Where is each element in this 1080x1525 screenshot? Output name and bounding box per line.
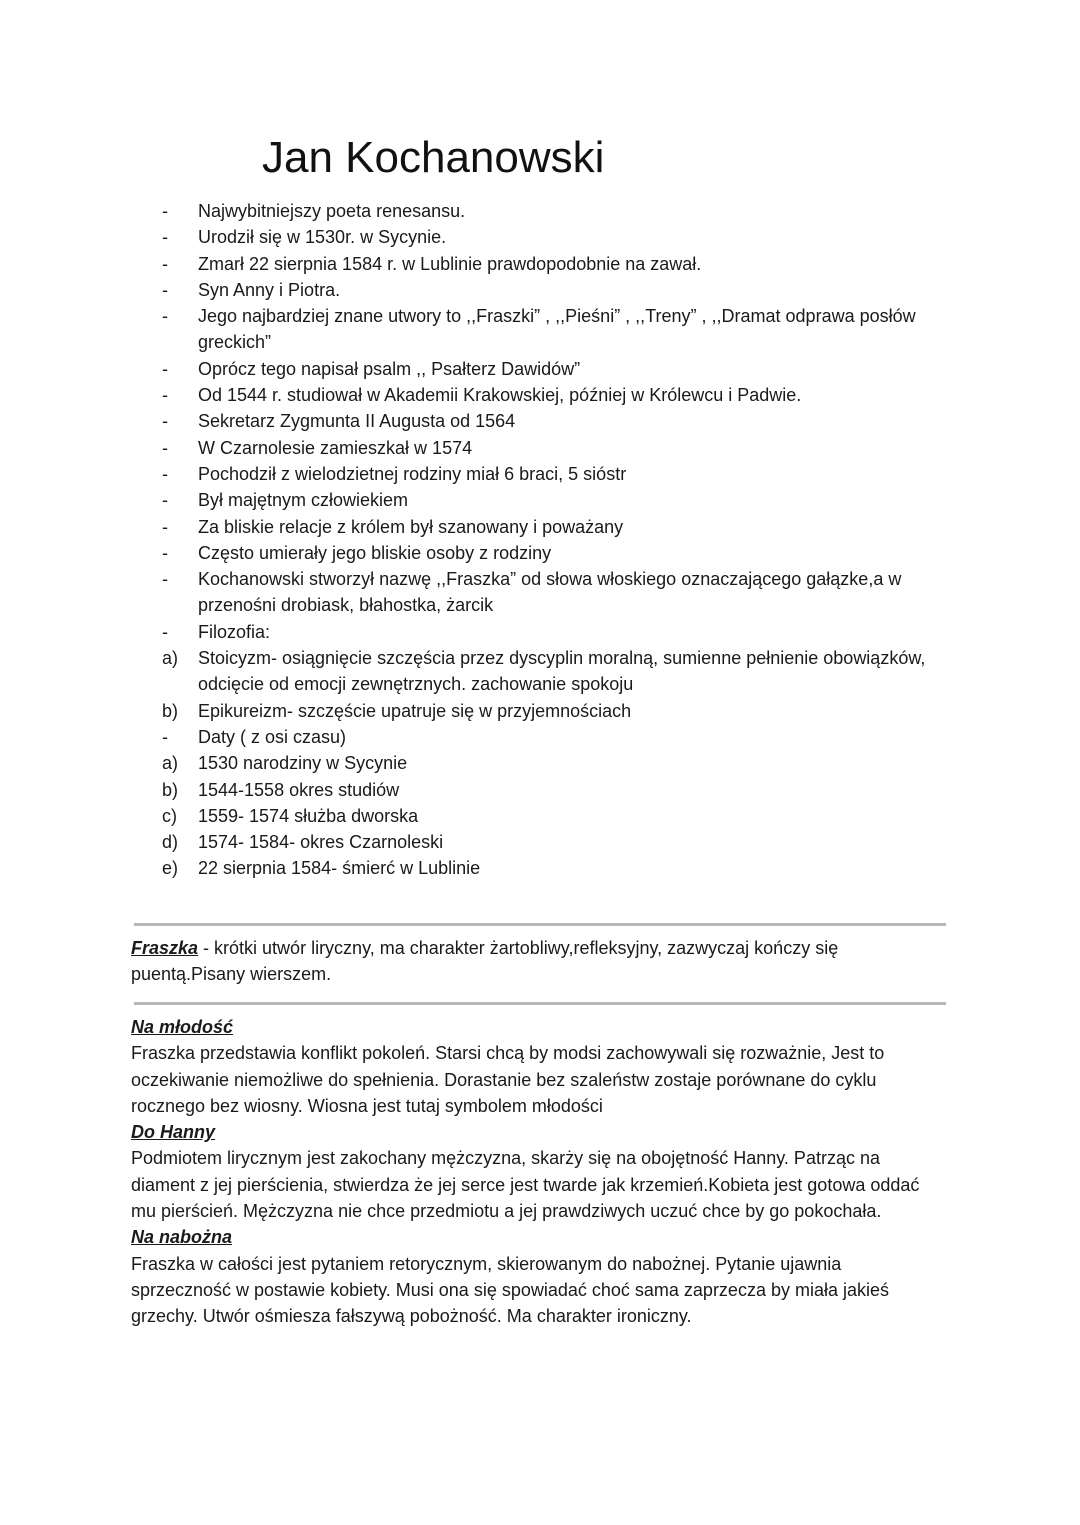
list-item bbox=[160, 435, 950, 461]
list-item bbox=[160, 514, 950, 540]
list-item bbox=[160, 408, 950, 434]
list-marker: b) bbox=[162, 700, 179, 721]
list-item-text: W Czarnolesie zamieszkał w 1574 bbox=[198, 437, 473, 458]
list-marker: - bbox=[162, 490, 168, 511]
list-marker: - bbox=[162, 437, 168, 458]
list-item bbox=[160, 619, 950, 645]
list-marker: b) bbox=[162, 779, 179, 800]
list-item-text: Epikureizm- szczęście upatruje się w przyjemnościach bbox=[198, 700, 632, 721]
list-item bbox=[160, 198, 950, 224]
list-item-text: Syn Anny i Piotra. bbox=[198, 279, 341, 300]
list-marker: a) bbox=[162, 753, 179, 774]
list-item-text: 22 sierpnia 1584- śmierć w Lublinie bbox=[198, 858, 481, 879]
list-item bbox=[160, 803, 950, 829]
list-item-text: 1574- 1584- okres Czarnoleski bbox=[198, 832, 444, 853]
list-marker: c) bbox=[162, 805, 177, 826]
list-item bbox=[160, 251, 950, 277]
poem-title: Do Hanny bbox=[131, 1122, 216, 1143]
list-item-text: Często umierały jego bliskie osoby z rodziny bbox=[198, 542, 552, 563]
list-item-text: Urodził się w 1530r. w Sycynie. bbox=[198, 227, 447, 248]
list-marker: - bbox=[162, 621, 168, 642]
definition-paragraph bbox=[131, 935, 931, 988]
list-item-text: Kochanowski stworzył nazwę ,,Fraszka” od słowa włoskiego oznaczającego gałązke,a w przenośni drobiask, błahostka, żarcik bbox=[198, 569, 902, 616]
list-marker: - bbox=[162, 569, 168, 590]
list-marker: - bbox=[162, 358, 168, 379]
list-marker: a) bbox=[162, 648, 179, 669]
list-item bbox=[160, 540, 950, 566]
horizontal-divider bbox=[134, 1002, 946, 1005]
list-item bbox=[160, 777, 950, 803]
list-item-text: 1559- 1574 służba dworska bbox=[198, 805, 419, 826]
list-marker: d) bbox=[162, 832, 179, 853]
list-item bbox=[160, 382, 950, 408]
list-item-text: Zmarł 22 sierpnia 1584 r. w Lublinie prawdopodobnie na zawał. bbox=[198, 253, 702, 274]
list-item bbox=[160, 855, 950, 881]
list-marker: - bbox=[162, 542, 168, 563]
list-marker: - bbox=[162, 227, 168, 248]
page-title: Jan Kochanowski bbox=[262, 133, 605, 182]
list-item bbox=[160, 461, 950, 487]
list-item-text: Jego najbardziej znane utwory to ,,Fraszki” , ,,Pieśni” , ,,Treny” , ,,Dramat odprawa posłów greckich” bbox=[198, 306, 916, 353]
definition-term: Fraszka bbox=[131, 938, 199, 958]
list-marker: - bbox=[162, 463, 168, 484]
list-item bbox=[160, 487, 950, 513]
list-item-text: Od 1544 r. studiował w Akademii Krakowskiej, później w Królewcu i Padwie. bbox=[198, 385, 802, 406]
list-item-text: Za bliskie relacje z królem był szanowany i poważany bbox=[198, 516, 624, 537]
poem-title: Na młodość bbox=[131, 1017, 234, 1037]
list-item-text: 1530 narodziny w Sycynie bbox=[198, 753, 408, 774]
list-item-text: Daty ( z osi czasu) bbox=[198, 726, 347, 747]
poem-title: Na nabożna bbox=[131, 1227, 233, 1248]
list-item bbox=[160, 356, 950, 382]
list-item-text: Najwybitniejszy poeta renesansu. bbox=[198, 201, 466, 221]
list-item-text: Filozofia: bbox=[198, 621, 271, 642]
list-item bbox=[160, 698, 950, 724]
list-item-text: Oprócz tego napisał psalm ,, Psałterz Dawidów” bbox=[198, 358, 581, 379]
list-item bbox=[160, 277, 950, 303]
list-marker: - bbox=[162, 385, 168, 406]
poem-description: Fraszka przedstawia konflikt pokoleń. Starsi chcą by modsi zachowywali się rozważnie, Jest to oczekiwanie niemożliwe do spełnienia. Dorastanie bez szaleństw zostaje porównane do cyklu rocznego bez wiosny. Wiosna jest tutaj symbolem młodości bbox=[131, 1043, 885, 1116]
list-marker: - bbox=[162, 726, 168, 747]
list-marker: - bbox=[162, 411, 168, 432]
definition-text: - krótki utwór liryczny, ma charakter żartobliwy,refleksyjny, zazwyczaj kończy się puentą.Pisany wierszem. bbox=[131, 938, 839, 985]
list-item bbox=[160, 829, 950, 855]
list-item bbox=[160, 645, 950, 698]
list-item-text: Był majętnym człowiekiem bbox=[198, 490, 409, 511]
list-item-text: 1544-1558 okres studiów bbox=[198, 779, 400, 800]
list-item bbox=[160, 750, 950, 776]
list-item-text: Sekretarz Zygmunta II Augusta od 1564 bbox=[198, 411, 516, 432]
list-item-text: Stoicyzm- osiągnięcie szczęścia przez dyscyplin moralną, sumienne pełnienie obowiązków, odcięcie od emocji zewnętrznych. zachowanie spokoju bbox=[198, 648, 926, 695]
list-item-text: Pochodził z wielodzietnej rodziny miał 6 braci, 5 sióstr bbox=[198, 463, 627, 484]
list-marker: - bbox=[162, 279, 168, 300]
list-item bbox=[160, 724, 950, 750]
horizontal-divider bbox=[134, 923, 946, 926]
list-item bbox=[160, 303, 950, 356]
poem-description: Fraszka w całości jest pytaniem retorycznym, skierowanym do nabożnej. Pytanie ujawnia sprzeczność w postawie kobiety. Musi ona się spowiadać choć sama zaprzecza by miała jakieś grzechy. Utwór ośmiesza fałszywą pobożność. Ma charakter ironiczny. bbox=[131, 1253, 890, 1327]
list-marker: - bbox=[162, 306, 168, 327]
list-marker: - bbox=[162, 253, 168, 274]
list-marker: - bbox=[162, 201, 168, 221]
list-item bbox=[160, 566, 950, 619]
poems-section bbox=[131, 1014, 946, 1330]
poem-description: Podmiotem lirycznym jest zakochany mężczyzna, skarży się na obojętność Hanny. Patrząc na diament z jej pierścienia, stwierdza że jej serce jest twarde jak krzemień.Kobieta jest gotowa oddać mu pierścień. Mężczyzna nie chce przedmiotu a jej prawdziwych uczuć chce by go pokochała. bbox=[131, 1148, 920, 1222]
facts-list bbox=[160, 198, 950, 882]
list-item bbox=[160, 224, 950, 250]
list-marker: - bbox=[162, 516, 168, 537]
list-marker: e) bbox=[162, 858, 179, 879]
